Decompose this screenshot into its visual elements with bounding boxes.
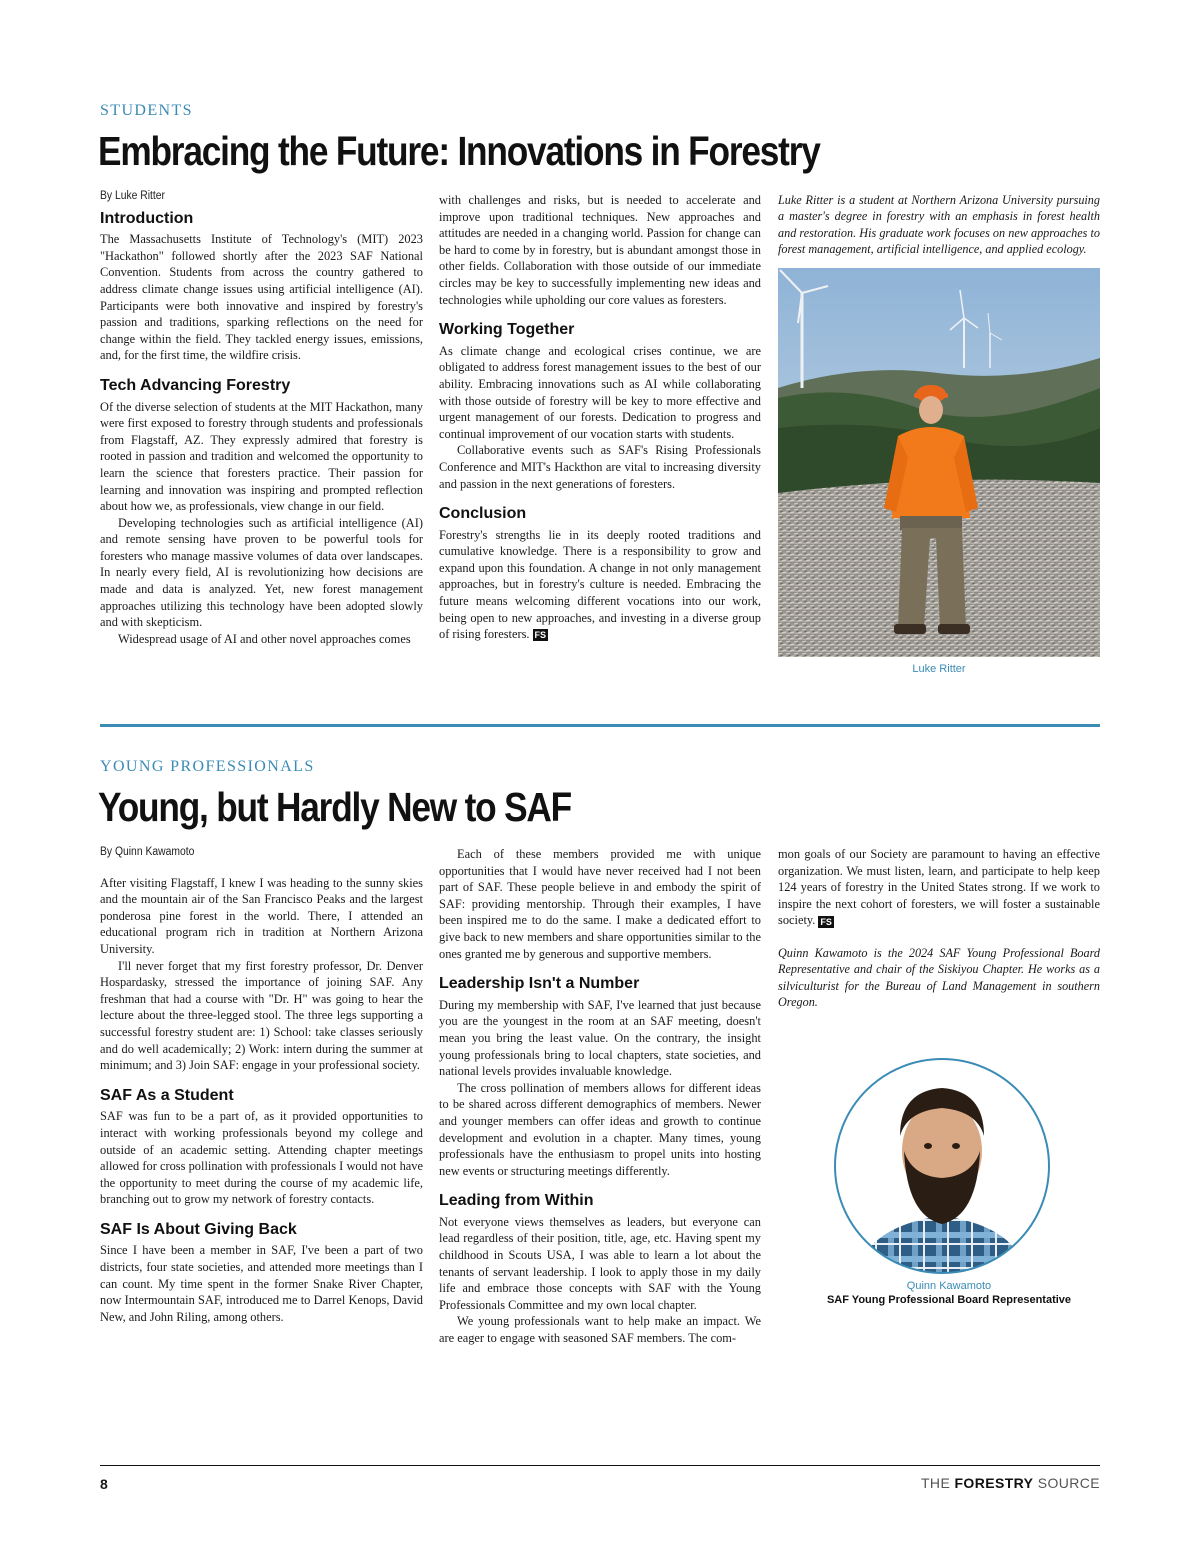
- wind-farm-photo: [778, 268, 1100, 657]
- article-title: Young, but Hardly New to SAF: [98, 784, 571, 830]
- paragraph: During my membership with SAF, I've learned that just because you are the youngest in the room at an SAF meeting, doesn't mean you bring the least value. On the contrary, the insight young professionals bring to local chapters, state societies, and national levels provides invaluable knowledge.: [439, 997, 761, 1079]
- author-photo-quinn-kawamoto: [832, 1056, 1052, 1276]
- paragraph: Not everyone views themselves as leaders, but everyone can lead regardless of their position, title, age, etc. Having spent my childhood in Scouts USA, I was able to learn a lot about the tenants of servant leadership. I look to apply those in my daily life and embrace those concepts with SAF with the Young Professionals Committee and my own local chapter.: [439, 1214, 761, 1312]
- paragraph: Developing technologies such as artificial intelligence (AI) and remote sensing have proven to be powerful tools for foresters who manage massive volumes of data over landscapes. In nearly every field, AI is revolutionizing how decisions are made and data is analyzed. Yet, new forest management approaches utilizing this technology have been adopted slowly and with skepticism.: [100, 515, 423, 630]
- author-bio: Quinn Kawamoto is the 2024 SAF Young Professional Board Representative and chair of the Siskiyou Chapter. He works as a silviculturist for the Bureau of Land Management in southern Oregon.: [778, 945, 1100, 1010]
- paragraph: [778, 846, 1100, 929]
- paragraph: [439, 527, 761, 643]
- section-heading: Conclusion: [439, 505, 527, 523]
- article2-column-2: [439, 846, 761, 1347]
- author-bio: Luke Ritter is a student at Northern Arizona University pursuing a master's degree in forestry with an emphasis in forest health and restoration. His graduate work focuses on new approaches to forest management, artificial intelligence, and applied ecology.: [778, 193, 1100, 257]
- article1-column-1: [100, 188, 423, 647]
- byline: By Quinn Kawamoto: [100, 846, 195, 858]
- masthead-source: SOURCE: [1037, 1475, 1100, 1491]
- paragraph: Widespread usage of AI and other novel approaches comes: [118, 631, 411, 646]
- paragraph-text: mon goals of our Society are paramount to having an effective organization. We must listen, learn, and participate to help keep 124 years of forestry in the United States strong. If we work to inspire the next cohort of foresters, we will foster a sustainable society.: [778, 847, 1100, 928]
- paragraph: I'll never forget that my first forestry professor, Dr. Denver Hospardasky, stressed the importance of joining SAF. Any freshman that had a course with "Dr. H" was going to hear the lecture about the three-legged stool. The three legs supporting a successful forestry student are: 1) School: take classes seriously and do well academically; 2) Work: intern during the summer at minimum; and 3) Join SAF: engage in your professional society.: [100, 958, 423, 1073]
- paragraph-text: Forestry's strengths lie in its deeply rooted traditions and cumulative knowledge. There is a responsibility to grow and expand upon this foundation. A change in not only management approaches, but in forestry's culture is needed. Embracing the future means welcoming different vocations into our work, being open to new approaches, and investing in a diverse group of rising foresters.: [439, 527, 761, 642]
- section-heading: SAF Is About Giving Back: [100, 1220, 297, 1238]
- article1-column-2: [439, 192, 761, 643]
- paragraph: The cross pollination of members allows for different ideas to be shared across different demographics of members. Newer and younger members can offer ideas and growth to continue development and evolution in a chapter. Many times, young professionals have the enthusiasm to propel units into hosting new events or structuring meetings differently.: [439, 1080, 761, 1178]
- footer-rule: [100, 1465, 1100, 1466]
- end-mark-icon: FS: [820, 916, 832, 927]
- masthead-the: THE: [920, 1475, 951, 1491]
- paragraph: The Massachusetts Institute of Technology's (MIT) 2023 "Hackathon" followed shortly after the 2023 SAF National Convention. Students from across the country gathered to address climate change issues using artificial intelligence (AI). Participants were both innovative and inspired by forestry's passion and traditions, sparking reflections on the need for change within the field. They tackled energy issues, emissions, and, for the first time, the wildfire crisis.: [100, 232, 423, 363]
- section-kicker-young-professionals: YOUNG PROFESSIONALS: [100, 758, 315, 775]
- masthead-forestry: FORESTRY: [954, 1475, 1034, 1491]
- paragraph: Collaborative events such as SAF's Rising Professionals Conference and MIT's Hackthon are vital to increasing diversity and passion in the next generations of foresters.: [439, 443, 761, 491]
- article-title: Embracing the Future: Innovations in Forestry: [98, 128, 820, 174]
- article1-column-3: [778, 192, 1100, 258]
- paragraph: Since I have been a member in SAF, I've been a part of two districts, four state societies, and attended more meetings than I can count. My time spent in the former Snake River Chapter, now Intermountain SAF, introduced me to Darrel Kenops, David New, and John Riling, among others.: [100, 1243, 423, 1324]
- paragraph: with challenges and risks, but is needed to accelerate and improve upon traditional techniques. New approaches and attitudes are needed in a changing world. Passion for change can be hard to come by in forestry, but is abundant amongst those in other fields. Collaboration with those outside of our immediate circles may be key to successfully implementing new ideas and technologies while upholding our core values as foresters.: [439, 193, 761, 307]
- page-number: 8: [100, 1476, 108, 1492]
- section-divider: [100, 724, 1100, 727]
- paragraph: Of the diverse selection of students at the MIT Hackathon, many were first exposed to forestry through students and professionals from Flagstaff, AZ. They expressly admired that forestry is rooted in passion and tradition and welcomed the opportunity to learn the science that foresters practice. Their passion for learning and innovation was inspiring and prompted reflection about how we, as professionals, view change in our field.: [100, 399, 423, 514]
- section-heading: Introduction: [100, 209, 194, 227]
- photo-caption: [778, 663, 1100, 675]
- article2-column-3: [778, 846, 1100, 1011]
- paragraph: As climate change and ecological crises continue, we are obligated to address forest management issues to the best of our ability. Embracing innovations such as AI while collaborating with those outside of forestry will be key to more effective and urgent management of our forests. Dedication to progress and continual improvement of our vocation starts with students.: [439, 343, 761, 441]
- article2-column-1: [100, 844, 423, 1325]
- author-photo-luke-ritter: [778, 268, 1100, 657]
- section-kicker-students: STUDENTS: [100, 102, 193, 119]
- section-heading: Working Together: [439, 321, 575, 339]
- publication-masthead: [921, 1475, 1100, 1491]
- paragraph: After visiting Flagstaff, I knew I was heading to the sunny skies and the mountain air of the San Francisco Peaks and the largest ponderosa pine forest in the world. There, I attended an educational program rich in tradition at Northern Arizona University.: [100, 875, 423, 956]
- photo-caption-name: Quinn Kawamoto: [906, 1280, 992, 1292]
- paragraph: SAF was fun to be a part of, as it provided opportunities to interact with working professionals beyond my college and outside of an academic setting. Attending chapter meetings allowed for cross pollination with professionals I would not have the opportunity to meet during the course of my academic life, branching out to grow my network of forestry contacts.: [100, 1109, 423, 1207]
- paragraph: Each of these members provided me with unique opportunities that I would have never received had I not been part of SAF. These people believe in and embody the spirit of SAF: providing mentorship. Through their examples, I have been inspired me to do the same. I make a dedicated effort to give back to new members and share opportunities similar to the ones granted me by generous and supportive members.: [439, 847, 761, 961]
- photo-caption: [818, 1279, 1080, 1307]
- portrait-photo: [832, 1056, 1052, 1276]
- byline: By Luke Ritter: [100, 190, 166, 202]
- section-heading: Leading from Within: [439, 1192, 594, 1210]
- end-mark-icon: FS: [534, 630, 547, 641]
- section-heading: SAF As a Student: [100, 1086, 234, 1104]
- section-heading: Tech Advancing Forestry: [100, 376, 291, 394]
- paragraph: We young professionals want to help make an impact. We are eager to engage with seasoned SAF members. The com-: [439, 1314, 761, 1346]
- photo-caption-name: Luke Ritter: [912, 663, 966, 675]
- photo-caption-role: SAF Young Professional Board Representative: [826, 1294, 1072, 1306]
- section-heading: Leadership Isn't a Number: [439, 975, 640, 993]
